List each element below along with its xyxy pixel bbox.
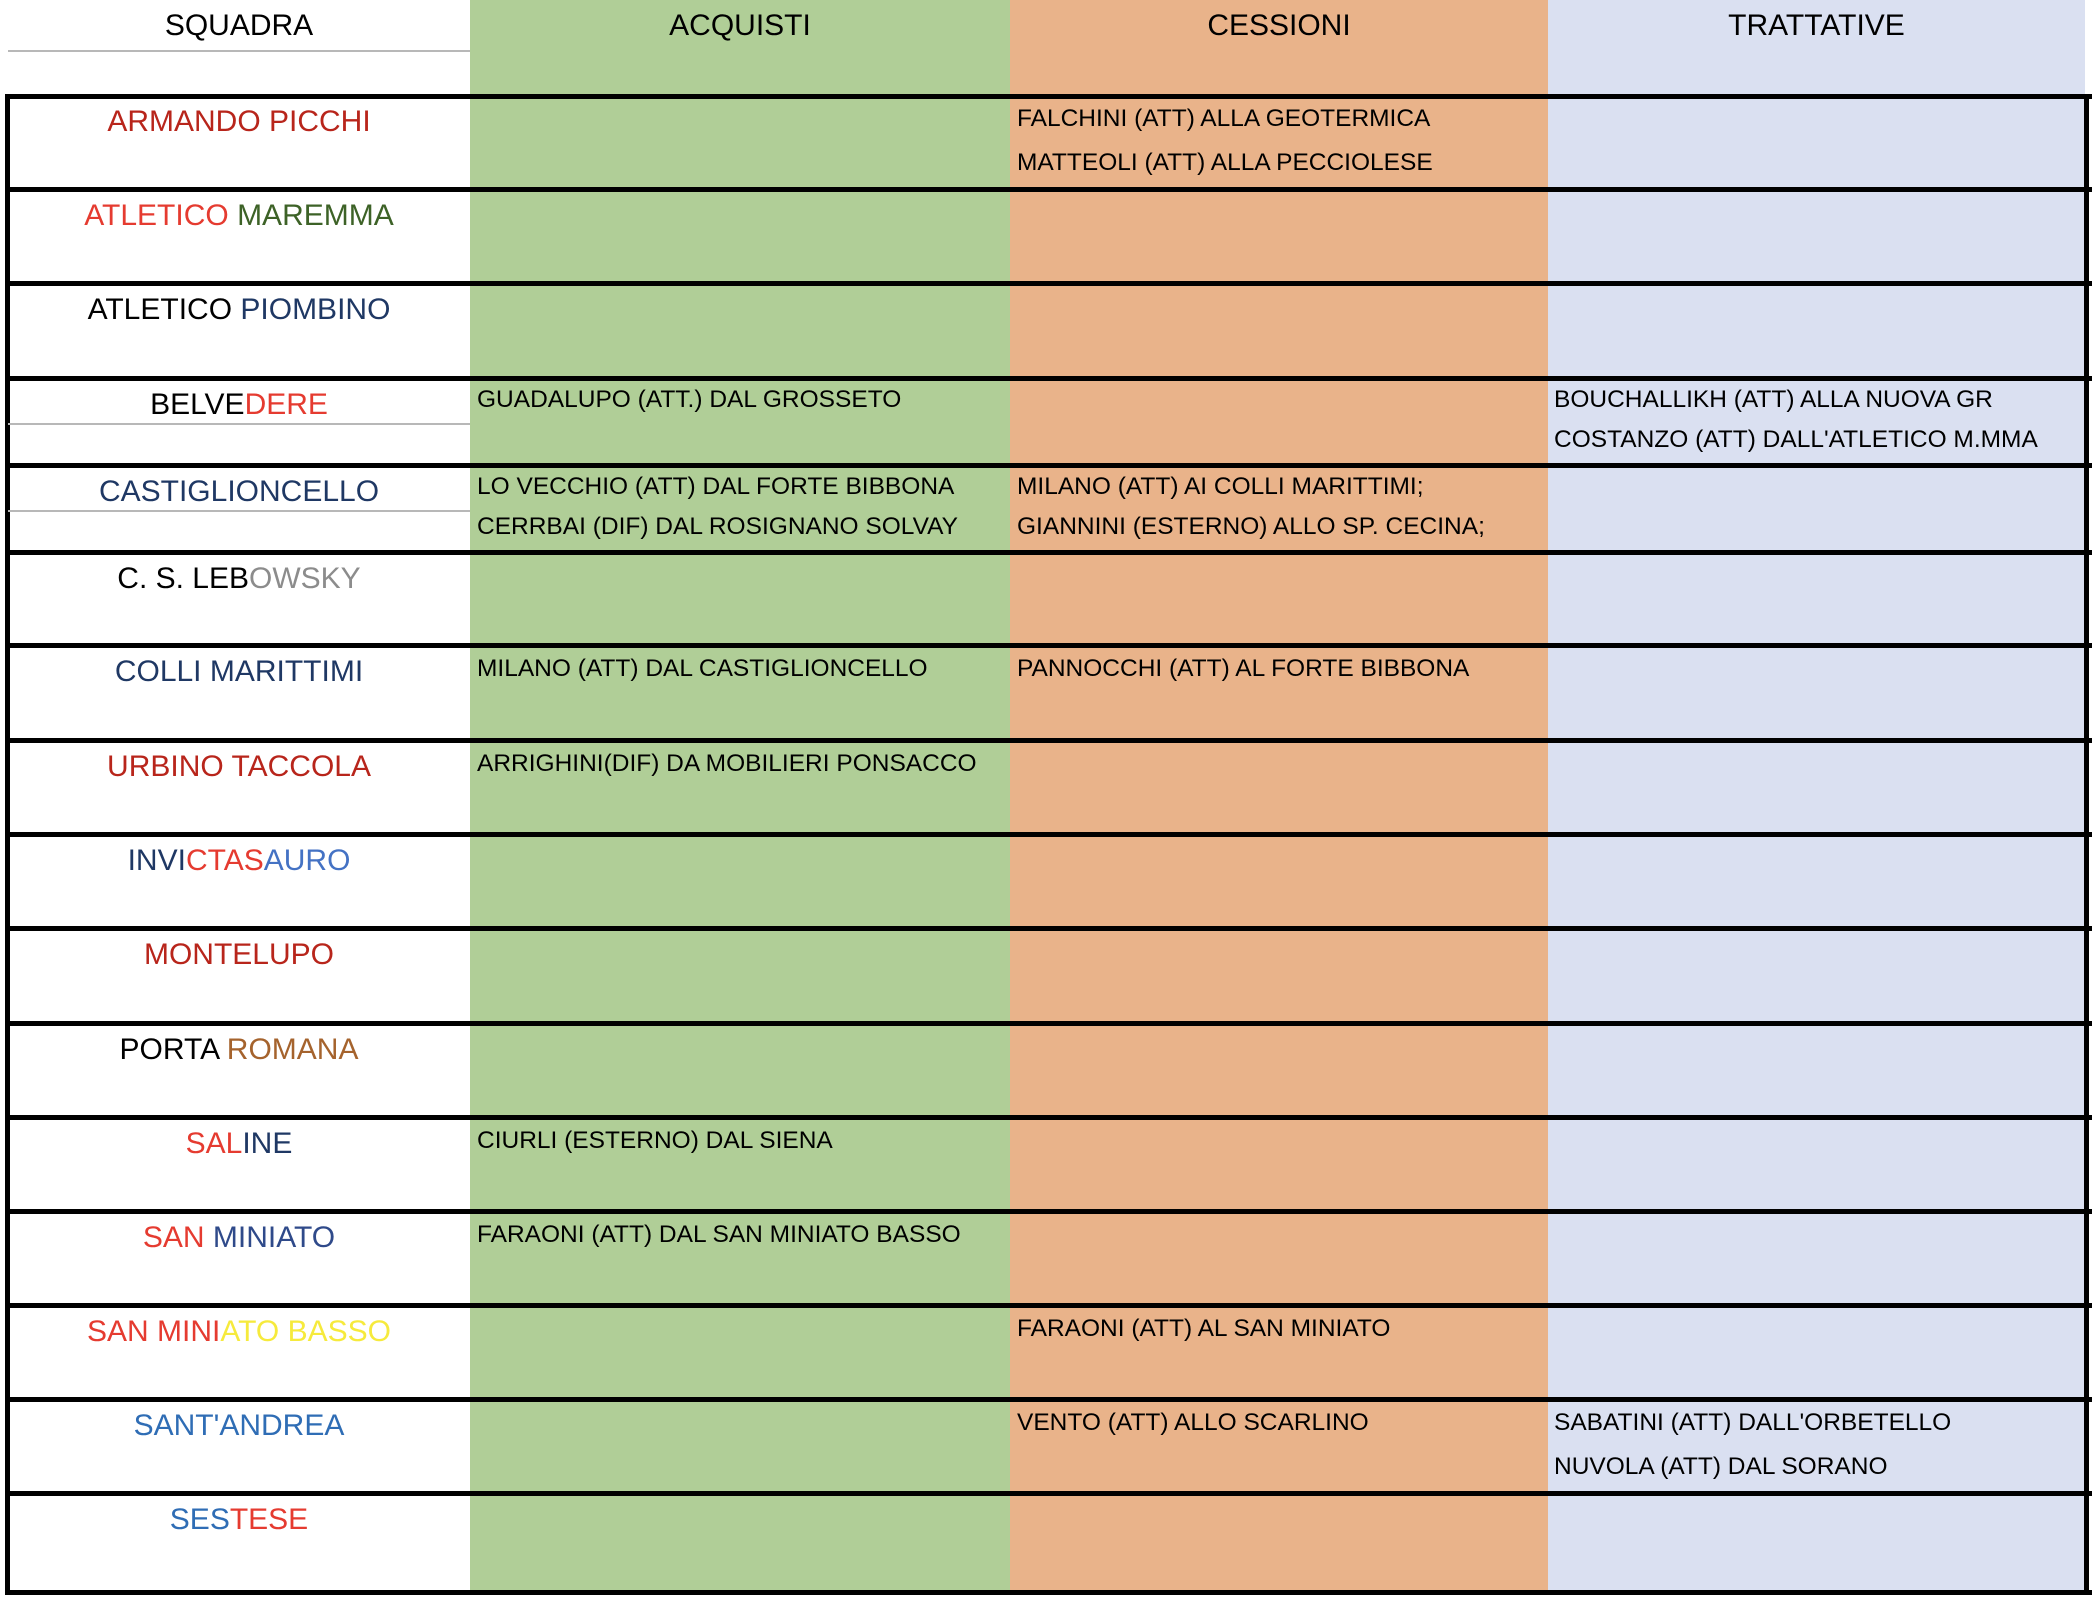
- team-name-c-s-lebowsky: [8, 555, 470, 603]
- row-border: [8, 1590, 2092, 1595]
- team-name-segment: BELVE: [150, 388, 245, 421]
- cessioni-entry: GIANNINI (ESTERNO) ALLO SP. CECINA;: [1017, 513, 1485, 540]
- team-name-segment: ATLETICO: [87, 293, 241, 326]
- trattative-entry: NUVOLA (ATT) DAL SORANO: [1554, 1453, 1888, 1480]
- team-name-san-miniato-basso: [8, 1308, 470, 1356]
- team-name-segment: AURO: [263, 844, 351, 877]
- team-name-segment: SAN MINI: [87, 1315, 221, 1348]
- cessioni-entry: FALCHINI (ATT) ALLA GEOTERMICA: [1017, 105, 1431, 132]
- team-name-armando-picchi: [8, 98, 470, 146]
- trattative-entry: COSTANZO (ATT) DALL'ATLETICO M.MMA: [1554, 426, 2038, 453]
- trattative-entry: SABATINI (ATT) DALL'ORBETELLO: [1554, 1409, 1952, 1436]
- acquisti-entry: ARRIGHINI(DIF) DA MOBILIERI PONSACCO: [477, 750, 977, 777]
- team-name-segment: ATLETICO: [84, 199, 238, 232]
- acquisti-entry: FARAONI (ATT) DAL SAN MINIATO BASSO: [477, 1221, 961, 1248]
- header-squadra: SQUADRA: [164, 9, 314, 42]
- team-name-segment: CTAS: [185, 844, 264, 877]
- team-name-segment: SAN: [142, 1221, 213, 1254]
- acquisti-column-fill: [470, 0, 1010, 1595]
- cessioni-column-fill: [1010, 0, 1548, 1595]
- team-name-belvedere: [8, 381, 470, 429]
- trattative-column-fill: [1548, 0, 2085, 1595]
- team-name-segment: PORTA: [119, 1033, 227, 1066]
- team-name-segment: TESE: [229, 1503, 309, 1536]
- team-name-segment: INE: [242, 1127, 293, 1160]
- team-name-segment: MINIATO: [212, 1221, 336, 1254]
- acquisti-entry: LO VECCHIO (ATT) DAL FORTE BIBBONA: [477, 473, 955, 500]
- header-trattative: TRATTATIVE: [1728, 9, 1905, 42]
- acquisti-entry: GUADALUPO (ATT.) DAL GROSSETO: [477, 386, 902, 413]
- cessioni-entry: MILANO (ATT) AI COLLI MARITTIMI;: [1017, 473, 1424, 500]
- team-name-segment: ROMANA: [226, 1033, 359, 1066]
- team-name-montelupo: [8, 931, 470, 979]
- team-name-saline: [8, 1120, 470, 1168]
- team-name-segment: URBINO TACCOLA: [107, 750, 371, 783]
- team-name-segment: CASTIGLIONCELLO: [98, 475, 380, 508]
- team-name-colli-marittimi: [8, 648, 470, 696]
- team-name-segment: SAL: [185, 1127, 243, 1160]
- team-name-sestese: [8, 1496, 470, 1544]
- header-acquisti: ACQUISTI: [669, 9, 811, 42]
- header-cessioni: CESSIONI: [1207, 9, 1351, 42]
- team-name-segment: OWSKY: [249, 562, 361, 595]
- team-name-segment: COLLI MARITTIMI: [114, 655, 364, 688]
- cell-gridline: [8, 50, 470, 52]
- team-name-segment: SES: [169, 1503, 230, 1536]
- cessioni-entry: VENTO (ATT) ALLO SCARLINO: [1017, 1409, 1369, 1436]
- team-name-segment: MAREMMA: [237, 199, 394, 232]
- team-name-segment: MONTELUPO: [143, 938, 335, 971]
- team-name-sant-andrea: [8, 1402, 470, 1450]
- team-name-segment: DERE: [244, 388, 328, 421]
- team-name-segment: ATO BASSO: [220, 1315, 391, 1348]
- cessioni-entry: MATTEOLI (ATT) ALLA PECCIOLESE: [1017, 149, 1433, 176]
- team-name-segment: ARMANDO PICCHI: [107, 105, 371, 138]
- team-name-invictasauro: [8, 837, 470, 885]
- cessioni-entry: PANNOCCHI (ATT) AL FORTE BIBBONA: [1017, 655, 1470, 682]
- acquisti-entry: CIURLI (ESTERNO) DAL SIENA: [477, 1127, 833, 1154]
- team-name-atletico-maremma: [8, 192, 470, 240]
- acquisti-entry: MILANO (ATT) DAL CASTIGLIONCELLO: [477, 655, 928, 682]
- table-side-border: [2084, 94, 2089, 1595]
- team-name-segment: INVI: [127, 844, 186, 877]
- acquisti-entry: CERRBAI (DIF) DAL ROSIGNANO SOLVAY: [477, 513, 959, 540]
- team-name-atletico-piombino: [8, 286, 470, 334]
- team-name-san-miniato: [8, 1214, 470, 1262]
- team-name-segment: SANT'ANDREA: [133, 1409, 345, 1442]
- team-name-urbino-taccola: [8, 743, 470, 791]
- team-name-porta-romana: [8, 1026, 470, 1074]
- team-name-segment: PIOMBINO: [240, 293, 391, 326]
- team-name-segment: C. S. LEB: [117, 562, 250, 595]
- cessioni-entry: FARAONI (ATT) AL SAN MINIATO: [1017, 1315, 1391, 1342]
- trattative-entry: BOUCHALLIKH (ATT) ALLA NUOVA GR: [1554, 386, 1993, 413]
- team-name-castiglioncello: [8, 468, 470, 516]
